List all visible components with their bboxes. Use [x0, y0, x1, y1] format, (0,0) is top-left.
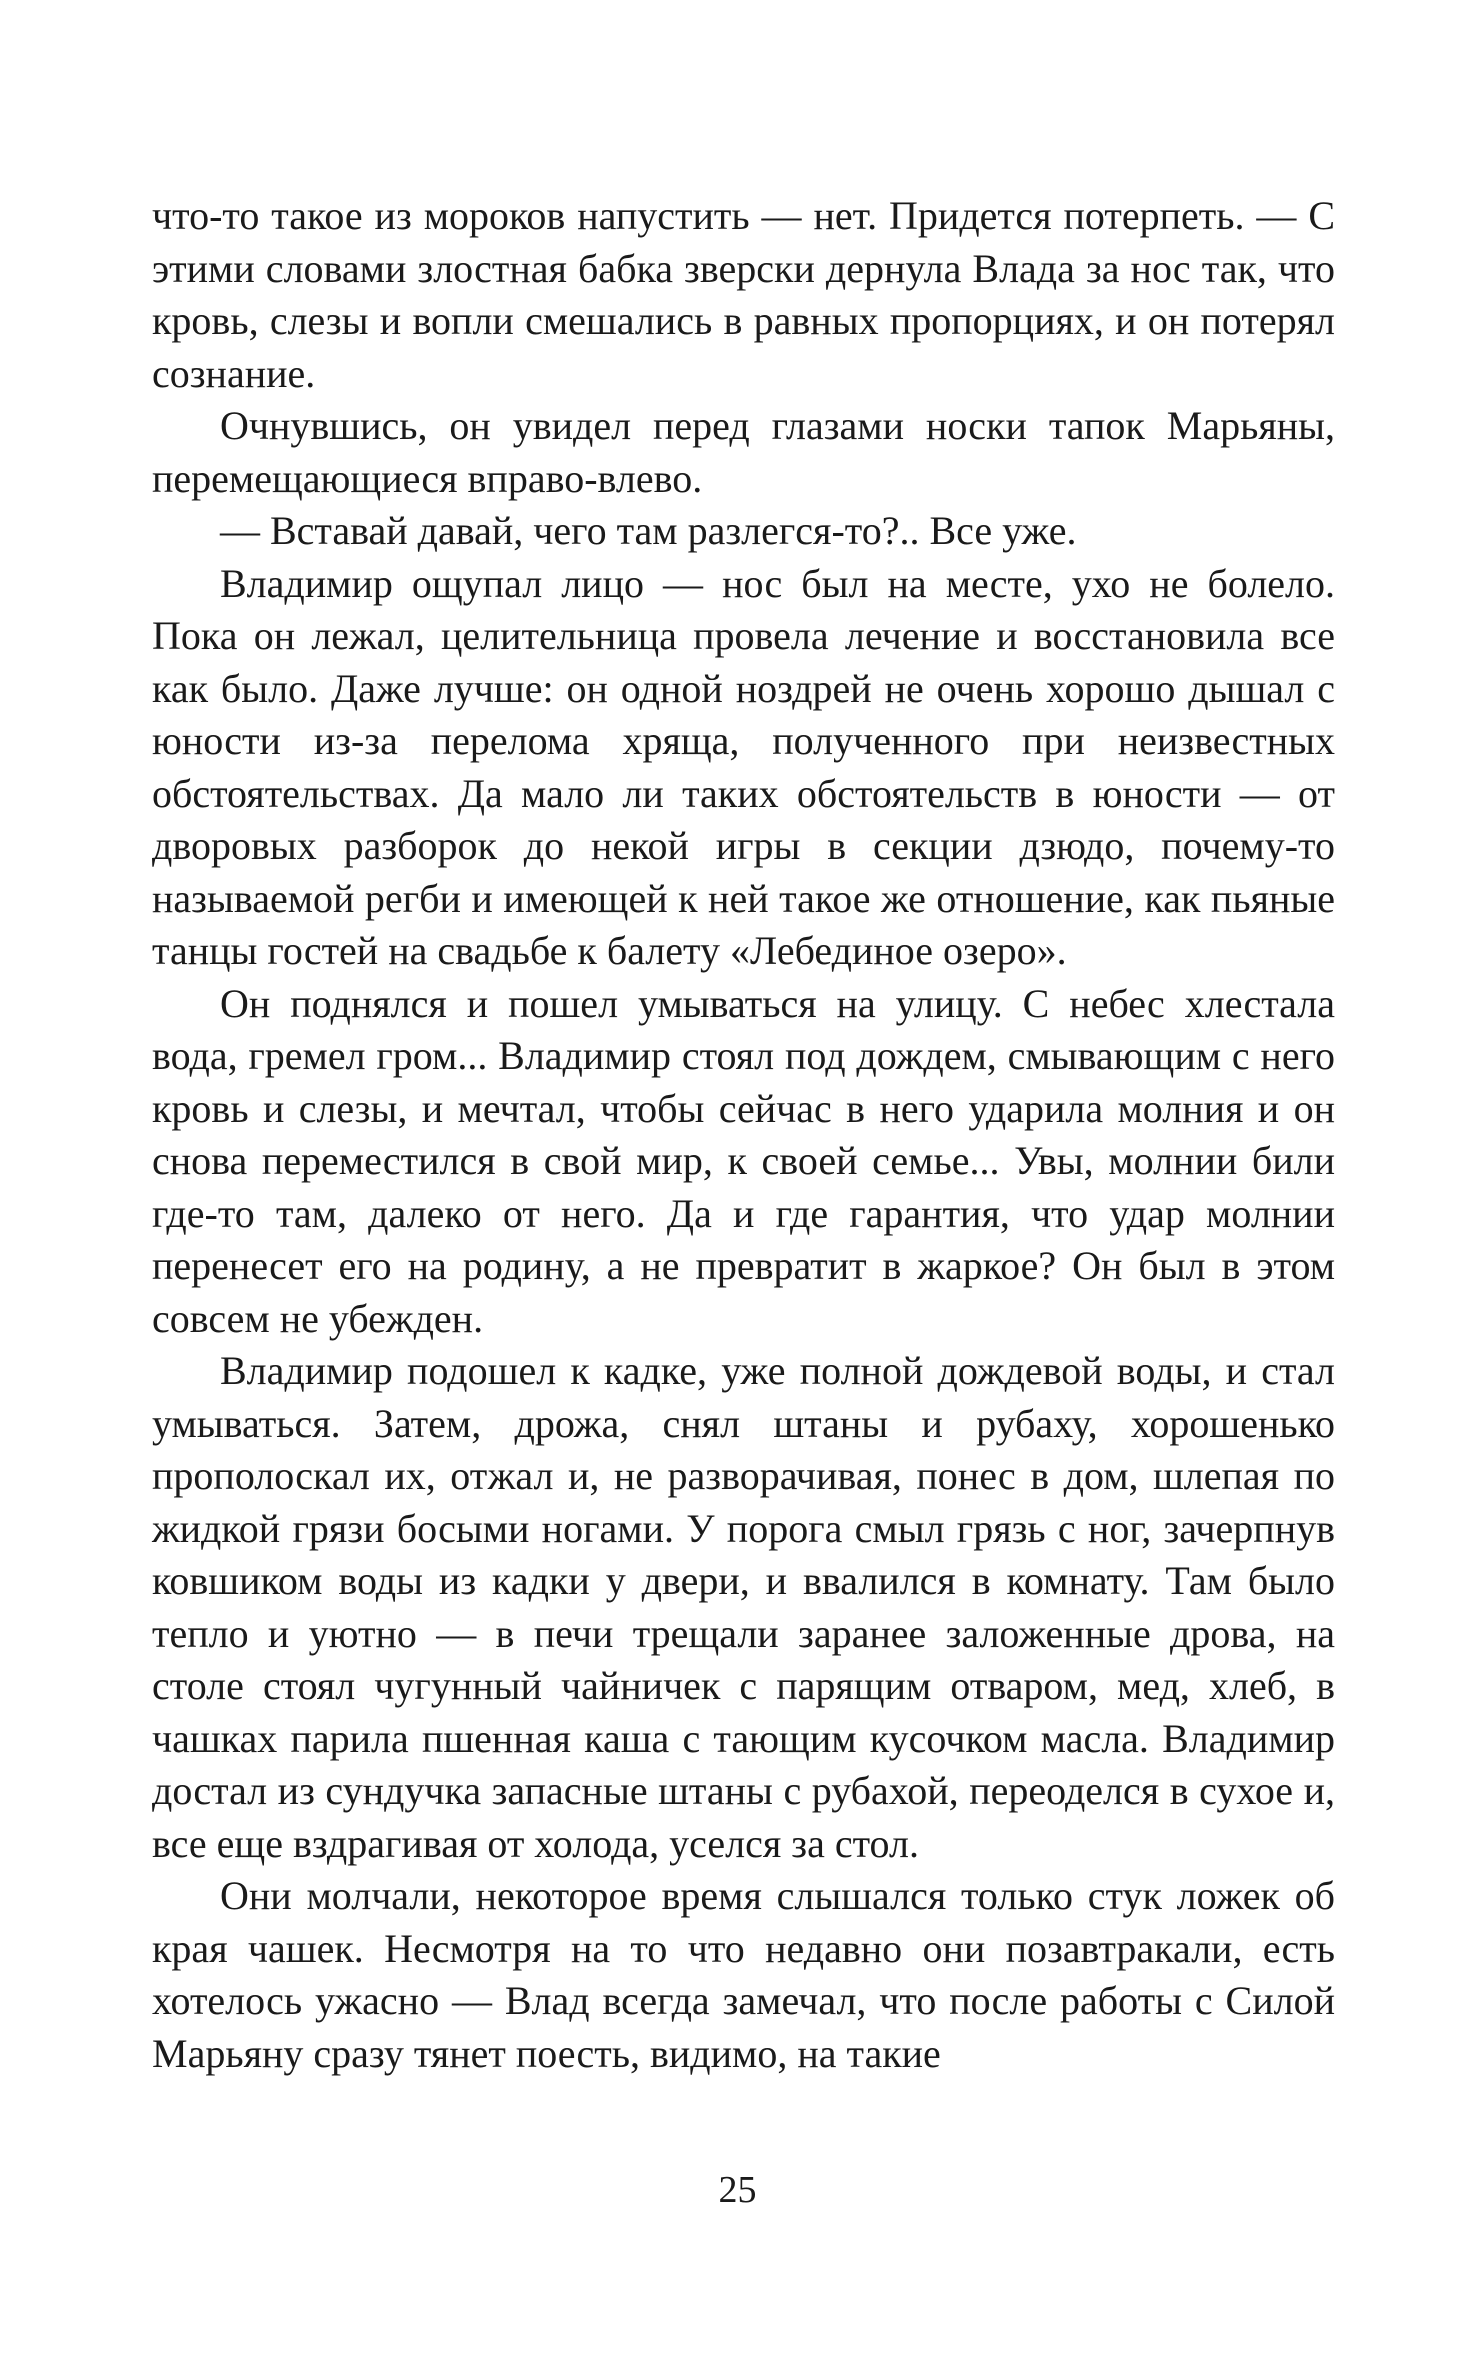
- page-text: [152, 190, 1335, 2080]
- paragraph-7: Они молчали, некоторое время слышался только стук ложек об края чашек. Несмотря на то что недавно они позавтракали, есть хотелось ужасно — Влад всегда замечал, что после работы с Силой Марьяну сразу тянет поесть, видимо, на такие: [152, 1873, 1335, 2076]
- paragraph-3: — Вставай давай, чего там разлегся-то?.. Все уже.: [220, 508, 1077, 553]
- page-number: 25: [718, 2169, 757, 2211]
- paragraph-2: Очнувшись, он увидел перед глазами носки тапок Марьяны, перемещающиеся вправо-влево.: [152, 403, 1335, 501]
- paragraph-4: Владимир ощупал лицо — нос был на месте, ухо не болело. Пока он лежал, целительница провела лечение и восстановила все как было. Даже лучше: он одной ноздрей не очень хорошо дышал с юности из-за перелома хряща, полученного при неизвестных обстоятельствах. Да мало ли таких обстоятельств в юности — от дворовых разборок до некой игры в секции дзюдо, почему-то называемой регби и имеющей к ней такое же отношение, как пьяные танцы гостей на свадьбе к балету «Лебединое озеро».: [152, 560, 1335, 973]
- paragraph-5: Он поднялся и пошел умываться на улицу. С небес хлестала вода, гремел гром... Владимир стоял под дождем, смывающим с него кровь и слезы, и мечтал, чтобы сейчас в него ударила молния и он снова переместился в свой мир, к своей семье... Увы, молнии били где-то там, далеко от него. Да и где гарантия, что удар молнии перенесет его на родину, а не превратит в жаркое? Он был в этом совсем не убежден.: [152, 980, 1335, 1341]
- paragraph-1: что-то такое из мороков напустить — нет. Придется потерпеть. — С этими словами злостная бабка зверски дернула Влада за нос так, что кровь, слезы и вопли смешались в равных пропорциях, и он потерял сознание.: [152, 193, 1335, 396]
- paragraph-6: Владимир подошел к кадке, уже полной дождевой воды, и стал умываться. Затем, дрожа, снял штаны и рубаху, хорошенько прополоскал их, отжал и, не разворачивая, понес в дом, шлепая по жидкой грязи босыми ногами. У порога смыл грязь с ног, зачерпнув ковшиком воды из кадки у двери, и ввалился в комнату. Там было тепло и уютно — в печи трещали заранее заложенные дрова, на столе стоял чугунный чайничек с парящим отваром, мед, хлеб, в чашках парила пшенная каша с тающим кусочком масла. Владимир достал из сундучка запасные штаны с рубахой, переоделся в сухое и, все еще вздрагивая от холода, уселся за стол.: [152, 1348, 1335, 1866]
